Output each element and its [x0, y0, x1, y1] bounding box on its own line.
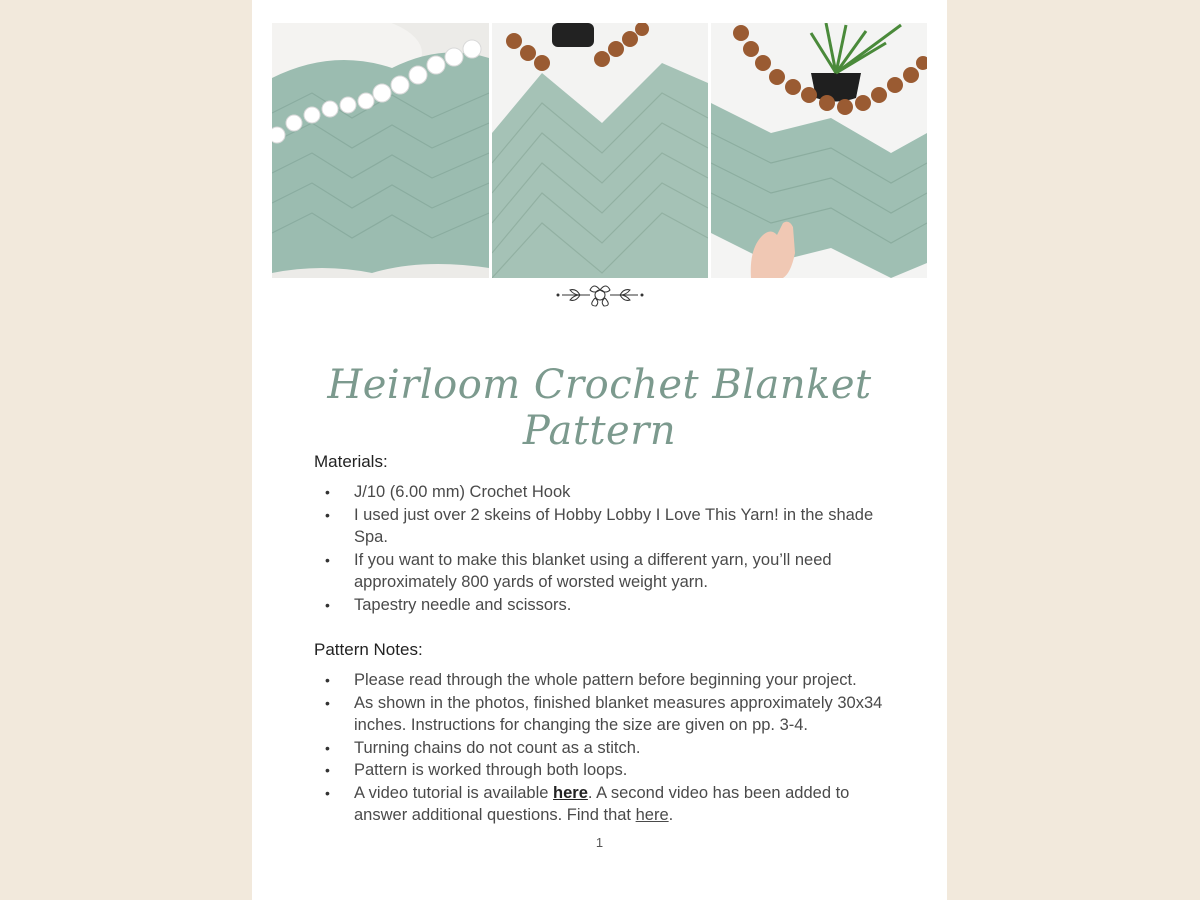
list-item: • Pattern is worked through both loops.	[314, 759, 894, 782]
bullet-icon: •	[325, 694, 330, 711]
pattern-notes-heading: Pattern Notes:	[314, 640, 423, 659]
bullet-icon: •	[325, 596, 330, 613]
list-item: • As shown in the photos, finished blanket measures approximately 30x34 inches. Instructions for changing the size are given on pp. 3-4.	[325, 693, 883, 734]
photo-strip	[272, 23, 927, 278]
list-item: • Tapestry needle and scissors.	[314, 594, 894, 617]
list-item: • I used just over 2 skeins of Hobby Lobby I Love This Yarn! in the shade Spa.	[325, 505, 874, 546]
bullet-icon: •	[325, 484, 330, 500]
materials-list	[314, 481, 894, 616]
bullet-icon: •	[325, 739, 330, 756]
list-item: • If you want to make this blanket using a different yarn, you’ll need approximately 800 yards of worsted weight yarn.	[325, 550, 832, 591]
video-tutorial-link[interactable]: here	[553, 783, 588, 802]
blanket-photo-white-beads	[272, 23, 489, 278]
materials-heading: Materials:	[314, 452, 388, 471]
second-video-link[interactable]: here	[635, 806, 669, 824]
bullet-icon: •	[325, 506, 330, 523]
list-item: • Please read through the whole pattern before beginning your project.	[314, 669, 894, 692]
pattern-notes-list	[314, 669, 894, 827]
blanket-photo-closeup	[492, 23, 708, 278]
video-tutorial-item: • A video tutorial is available here. A second video has been added to answer additional questions. Find that here.	[325, 783, 850, 824]
blanket-photo-hand	[711, 23, 927, 278]
page-title: Heirloom Crochet Blanket Pattern	[327, 362, 872, 454]
page-number: 1	[595, 835, 604, 850]
list-item: • Turning chains do not count as a stitch.	[314, 737, 894, 760]
floral-ornament-icon	[550, 280, 650, 310]
list-item: • J/10 (6.00 mm) Crochet Hook	[314, 481, 894, 504]
bullet-icon: •	[325, 762, 330, 778]
pattern-content	[314, 450, 894, 849]
bullet-icon: •	[325, 672, 330, 688]
document-page	[252, 0, 947, 900]
bullet-icon: •	[325, 551, 330, 568]
bullet-icon: •	[325, 784, 330, 801]
